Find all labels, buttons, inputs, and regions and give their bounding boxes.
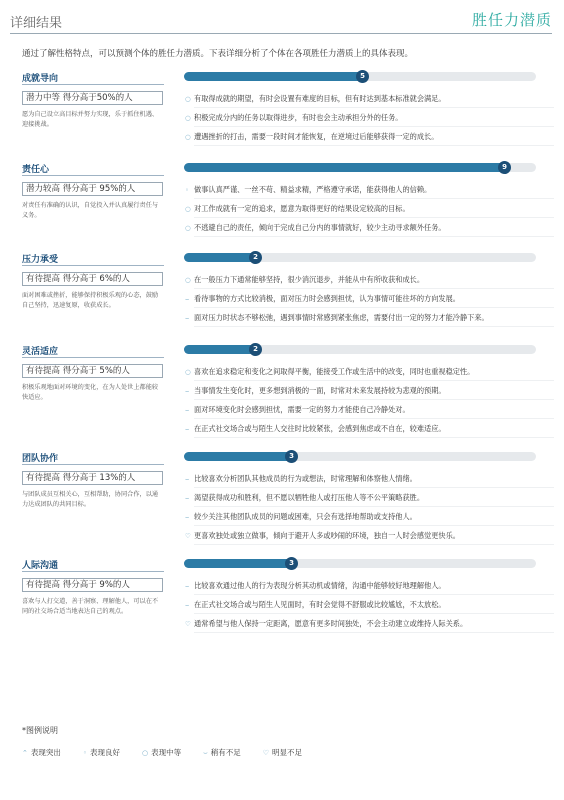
level-weak-icon: ⌣ (185, 314, 190, 322)
behavior-item (184, 599, 554, 618)
behavior-list (184, 184, 554, 241)
behavior-text: 不逃避自己的责任，倾向于完成自己分内的事情就好，较少主动寻求额外任务。 (194, 223, 446, 232)
behavior-item (184, 618, 554, 637)
behavior-list (184, 366, 554, 442)
competency-title-underline (22, 357, 164, 358)
competency-title: 责任心 (22, 165, 50, 175)
score-bar-track (184, 72, 536, 81)
legend-item (83, 747, 120, 758)
behavior-item (184, 530, 554, 549)
behavior-text: 比较喜欢分析团队其他成员的行为或想法，时常理解和体察他人情绪。 (194, 474, 417, 483)
behavior-text: 在正式社交场合或与陌生人交往时比较紧张，会感到焦虑或不自在，较难适应。 (194, 424, 446, 433)
level-weak-icon: ⌣ (185, 295, 190, 303)
intro-text: 通过了解性格特点，可以预测个体的胜任力潜质。下表详细分析了个体在各项胜任力潜质上的具体表现。 (22, 49, 414, 59)
behavior-item (184, 274, 554, 293)
level-good-icon: ◦ (185, 186, 189, 194)
behavior-list (184, 580, 554, 637)
potential-level-box: 潜力中等 得分高于50%的人 (22, 91, 163, 105)
legend-title: *图例说明 (22, 726, 58, 735)
behavior-item (184, 131, 554, 150)
competency-description: 与团队成员互相关心，互相帮助，协同合作，以通力达成团队的共同目标。 (22, 491, 159, 508)
score-bar-fill (184, 72, 366, 81)
behavior-text: 遭遇挫折的打击，需要一段时间才能恢复，在逆境过后能够获得一定的成长。 (194, 132, 439, 141)
competency-title-underline (22, 464, 164, 465)
behavior-text: 在一般压力下通常能够坚持，很少消沉退步，并能从中有所收获和成长。 (194, 275, 425, 284)
behavior-text: 对工作成就有一定的追求，愿意为取得更好的结果设定较高的目标。 (194, 204, 410, 213)
score-badge: 2 (249, 343, 262, 356)
level-poor-icon: ♡ (185, 620, 191, 628)
level-medium-icon: ○ (185, 276, 191, 284)
legend-label: 表现中等 (151, 748, 182, 757)
level-weak-icon: ⌣ (185, 513, 190, 521)
competency-title: 灵活适应 (22, 347, 59, 357)
legend-item (22, 747, 61, 758)
competency-section (0, 451, 564, 547)
potential-level-box: 有待提高 得分高于 5%的人 (22, 364, 163, 378)
score-bar-track (184, 253, 536, 262)
behavior-text: 喜欢在追求稳定和变化之间取得平衡，能接受工作或生活中的改变，同时也重视稳定性。 (194, 367, 475, 376)
score-bar-fill (184, 163, 508, 172)
competency-title: 人际沟通 (22, 561, 59, 571)
behavior-item (184, 404, 554, 423)
behavior-text: 积极完成分内的任务以取得进步，有时也会主动承担分外的任务。 (194, 113, 403, 122)
behavior-text: 较少关注其他团队成员的问题或困难，只会有选择地帮助或支持他人。 (194, 512, 417, 521)
competency-title-underline (22, 175, 164, 176)
behavior-text: 有取得成就的期望，有时会设置有难度的目标，但有时达到基本标准就会满足。 (194, 94, 446, 103)
behavior-text: 在正式社交场合或与陌生人见面时，有时会觉得不舒服或比较尴尬，不太放松。 (194, 600, 446, 609)
behavior-text: 做事认真严谨、一丝不苟、精益求精，严格遵守承诺，能获得他人的信赖。 (194, 185, 432, 194)
potential-level-box: 有待提高 得分高于 9%的人 (22, 578, 163, 592)
behavior-list (184, 274, 554, 331)
level-medium-icon: ○ (185, 205, 191, 213)
competency-description: 积极乐观地面对环境的变化，在为人处世上都能较快适应。 (22, 384, 159, 401)
header-divider (10, 33, 552, 34)
behavior-text: 面对环境变化时会感到担忧，需要一定的努力才能使自己冷静处对。 (194, 405, 410, 414)
behavior-item (184, 222, 554, 241)
behavior-item (184, 473, 554, 492)
competency-description: 对责任有准确的认识，自觉投入并认真履行责任与义务。 (22, 202, 159, 219)
level-weak-icon: ⌣ (185, 387, 190, 395)
behavior-list (184, 93, 554, 150)
legend-item (263, 747, 302, 758)
score-bar-track (184, 559, 536, 568)
level-weak-icon: ⌣ (203, 749, 208, 757)
legend-label: 表现良好 (90, 748, 121, 757)
score-badge: 5 (356, 70, 369, 83)
behavior-item (184, 423, 554, 442)
level-poor-icon: ♡ (262, 749, 270, 757)
behavior-item (184, 93, 554, 112)
level-medium-icon: ○ (185, 114, 191, 122)
behavior-text: 渴望获得成功和胜利，但不愿以牺牲他人或打压他人等不公平策略获胜。 (194, 493, 425, 502)
level-medium-icon: ○ (185, 368, 191, 376)
score-bar-fill (184, 253, 259, 262)
level-good-icon: ◦ (82, 749, 88, 757)
score-bar-track (184, 345, 536, 354)
behavior-text: 看待事物的方式比较消极，面对压力时会感到担忧，认为事情可能往坏的方向发展。 (194, 294, 460, 303)
competency-description: 面对困难或挫折，能够保持积极乐观的心态，鼓励自己坚持，迅速复原，收获成长。 (22, 292, 159, 309)
score-bar-fill (184, 452, 295, 461)
competency-title-underline (22, 84, 164, 85)
competency-description: 愿为自己设立高目标并努力实现，乐于抓住机遇、迎接挑战。 (22, 111, 159, 128)
competency-section (0, 71, 564, 167)
competency-description: 喜欢与人打交道，善于洞察、理解他人，可以在不同的社交场合适当地表达自己的观点。 (22, 598, 159, 615)
score-bar-fill (184, 345, 259, 354)
score-badge: 3 (285, 557, 298, 570)
competency-section (0, 558, 564, 654)
competency-title: 成就导向 (22, 74, 59, 84)
behavior-list (184, 473, 554, 549)
legend-label: 表现突出 (30, 748, 61, 757)
score-badge: 2 (249, 251, 262, 264)
behavior-item (184, 511, 554, 530)
level-weak-icon: ⌣ (185, 582, 190, 590)
behavior-item (184, 312, 554, 331)
level-medium-icon: ○ (185, 224, 191, 232)
section-heading: 详细结果 (10, 16, 63, 31)
behavior-text: 通常希望与他人保持一定距离，愿意有更多时间独处，不会主动建立或维持人际关系。 (194, 619, 468, 628)
score-bar-track (184, 452, 536, 461)
level-poor-icon: ♡ (185, 532, 191, 540)
potential-level-box: 潜力较高 得分高于 95%的人 (22, 182, 163, 196)
level-weak-icon: ⌣ (185, 406, 190, 414)
legend-item (203, 747, 241, 758)
page-header (0, 0, 564, 38)
behavior-text: 更喜欢独处或独立做事，倾向于避开人多或吵闹的环境，独自一人时会感觉更快乐。 (194, 531, 460, 540)
level-weak-icon: ⌣ (185, 425, 190, 433)
potential-level-box: 有待提高 得分高于 13%的人 (22, 471, 163, 485)
level-medium-icon: ○ (185, 95, 191, 103)
competency-title-underline (22, 571, 164, 572)
behavior-item (184, 203, 554, 222)
behavior-text: 比较喜欢通过他人的行为表现分析其动机或情绪，沟通中能够较好地理解他人。 (194, 581, 446, 590)
competency-title-underline (22, 265, 164, 266)
level-medium-icon: ○ (142, 749, 149, 757)
score-bar-track (184, 163, 536, 172)
legend (22, 747, 324, 758)
competency-title: 团队协作 (22, 454, 59, 464)
score-badge: 3 (285, 450, 298, 463)
level-excellent-icon: ⌃ (22, 749, 28, 757)
behavior-item (184, 112, 554, 131)
competency-title: 压力承受 (22, 255, 59, 265)
behavior-item (184, 492, 554, 511)
competency-section (0, 344, 564, 440)
level-weak-icon: ⌣ (185, 601, 190, 609)
score-bar-fill (184, 559, 295, 568)
behavior-item (184, 184, 554, 203)
potential-level-box: 有待提高 得分高于 6%的人 (22, 272, 163, 286)
legend-label: 稍有不足 (210, 748, 241, 757)
behavior-item (184, 366, 554, 385)
behavior-item (184, 385, 554, 404)
level-weak-icon: ⌣ (185, 494, 190, 502)
level-weak-icon: ⌣ (185, 475, 190, 483)
behavior-item (184, 293, 554, 312)
behavior-item (184, 580, 554, 599)
legend-item (142, 747, 181, 758)
legend-label: 明显不足 (272, 748, 303, 757)
behavior-text: 面对压力时状态不够松弛，遇到事情时常感到紧张焦虑，需要付出一定的努力才能冷静下来。 (194, 313, 489, 322)
score-badge: 9 (498, 161, 511, 174)
level-medium-icon: ○ (185, 133, 191, 141)
competency-section (0, 252, 564, 348)
competency-section (0, 162, 564, 258)
behavior-text: 当事情发生变化时，更多想到消极的一面，时常对未来发展持较为悲观的预期。 (194, 386, 446, 395)
report-title: 胜任力潜质 (471, 11, 552, 29)
